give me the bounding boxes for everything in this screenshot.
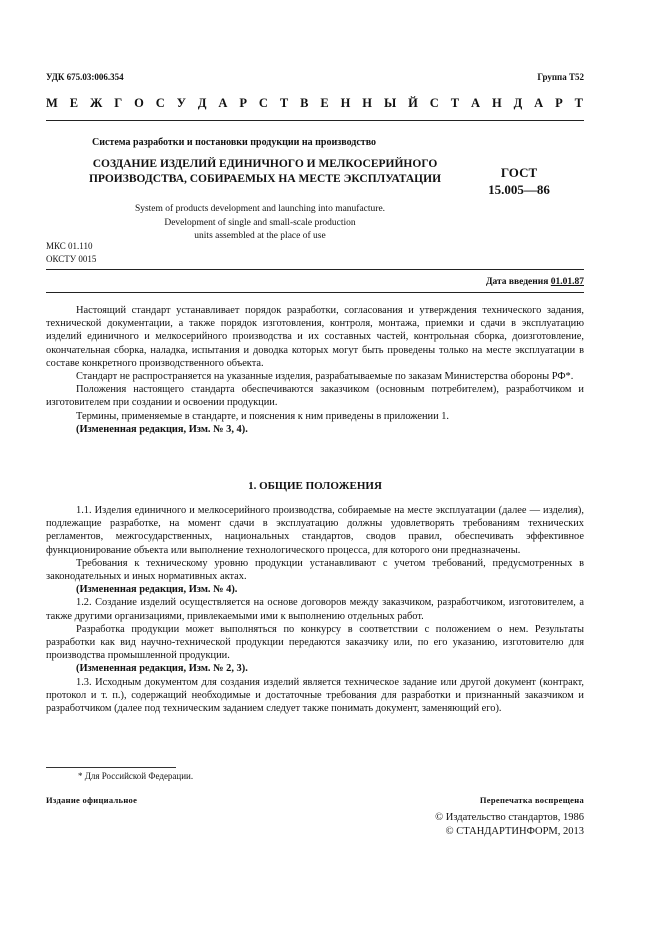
- intro-paragraph: Стандарт не распространяется на указанные изделия, разрабатываемые по заказам Министерства обороны РФ*.: [76, 371, 574, 383]
- english-title-line: Development of single and small-scale production: [164, 217, 356, 228]
- top-divider: [46, 120, 584, 121]
- middle-divider: [46, 269, 584, 270]
- edit-note: (Измененная редакция, Изм. № 3, 4).: [76, 423, 248, 435]
- intro-paragraph: Положения настоящего стандарта обеспечиваются заказчиком (основным потребителем), разработчиком и изготовителем при создании и освоении продукции.: [46, 384, 584, 409]
- section-paragraph: 1.1. Изделия единичного и мелкосерийного производства, собираемые на месте эксплуатации (далее — изделия), подлежащие разработке, на момент сдачи в эксплуатацию должны удовлетворять требованиям технических регламентов, межгосударственных, национальных стандартов, сводов правил, обеспечивать эффективное функционирование объекта или выполнение технологического процесса, для которого они предназначены.: [46, 505, 584, 556]
- gost-code: 15.005—86: [488, 182, 550, 197]
- title-line: СОЗДАНИЕ ИЗДЕЛИЙ ЕДИНИЧНОГО И МЕЛКОСЕРИЙНОГО: [92, 158, 438, 170]
- title-line: ПРОИЗВОДСТВА, СОБИРАЕМЫХ НА МЕСТЕ ЭКСПЛУАТАЦИИ: [88, 173, 442, 185]
- english-title: [90, 203, 430, 244]
- document-title: [65, 157, 465, 187]
- copyright-line: © Издательство стандартов, 1986: [435, 812, 584, 823]
- gost-number: [484, 164, 554, 198]
- introduction-date: [486, 277, 584, 287]
- date-label: Дата введения: [485, 277, 549, 287]
- mks-code: МКС 01.110: [46, 241, 93, 251]
- footnote: * Для Российской Федерации.: [78, 771, 194, 781]
- date-divider: [46, 292, 584, 293]
- standard-type: М Е Ж Г О С У Д А Р С Т В Е Н Н Ы Й С Т А Н Д А Р Т: [46, 96, 583, 110]
- section-paragraph: Разработка продукции может выполняться по конкурсу в соответствии с положением о нем. Результаты разработки как вид научно-технической продукции передаются заказчику или, по его указанию, изготовителю для производства промышленной продукции.: [46, 623, 584, 662]
- copyright-line: © СТАНДАРТИНФОРМ, 2013: [445, 825, 584, 837]
- edit-note: (Измененная редакция, Изм. № 4).: [76, 584, 238, 596]
- reprint-note: Перепечатка воспрещена: [479, 795, 584, 805]
- section-title: 1. ОБЩИЕ ПОЛОЖЕНИЯ: [248, 480, 382, 492]
- date-value: 01.01.87: [550, 277, 584, 287]
- system-title: Система разработки и постановки продукции на производство: [92, 137, 377, 148]
- section-text: [46, 504, 584, 715]
- gost-label: ГОСТ: [500, 165, 538, 180]
- section-paragraph: Требования к техническому уровню продукции устанавливают с учетом требований, предусмотренных в законодательных и иных нормативных актах.: [46, 557, 584, 583]
- classification-codes: [46, 240, 96, 265]
- edition-note: Издание официальное: [46, 795, 138, 805]
- intro-paragraph: Термины, применяемые в стандарте, и пояснения к ним приведены в приложении 1.: [76, 410, 450, 422]
- edit-note: (Измененная редакция, Изм. № 2, 3).: [76, 663, 248, 675]
- section-paragraph: 1.3. Исходным документом для создания изделий является техническое задание или другой документ (контракт, протокол и т. п.), содержащий необходимые и достаточные требования для разработки и признанный заказчиком и разработчиком (далее под техническим заданием следует также понимать документ, заменяющий его).: [46, 676, 584, 715]
- oksti-code: ОКСТУ 0015: [46, 253, 97, 264]
- english-title-line: System of products development and launching into manufacture.: [134, 204, 386, 214]
- copyright: [435, 811, 584, 838]
- footnote-divider: [46, 767, 176, 768]
- intro-paragraph: Настоящий стандарт устанавливает порядок разработки, согласования и утверждения технического задания, технической документации, а также порядок изготовления, контроля, монтажа, приемки и сдачи в эксплуатацию изделий единичного и мелкосерийного производства и их составных частей, контрольная сборка, доизготовление, окончательная сборка, наладка, испытания и доводка которых могут быть проведены только на месте эксплуатации в составе конкретного производственного объекта.: [46, 305, 584, 369]
- section-paragraph: 1.2. Создание изделий осуществляется на основе договоров между заказчиком, разработчиком, изготовителем, а также другими организациями, привлекаемыми ими к выполнению отдельных работ.: [46, 597, 584, 622]
- udk-code: УДК 675.03:006.354: [46, 72, 124, 82]
- intro-text: [46, 304, 584, 436]
- group-code: Группа Т52: [537, 72, 584, 82]
- english-title-line: units assembled at the place of use: [194, 231, 326, 241]
